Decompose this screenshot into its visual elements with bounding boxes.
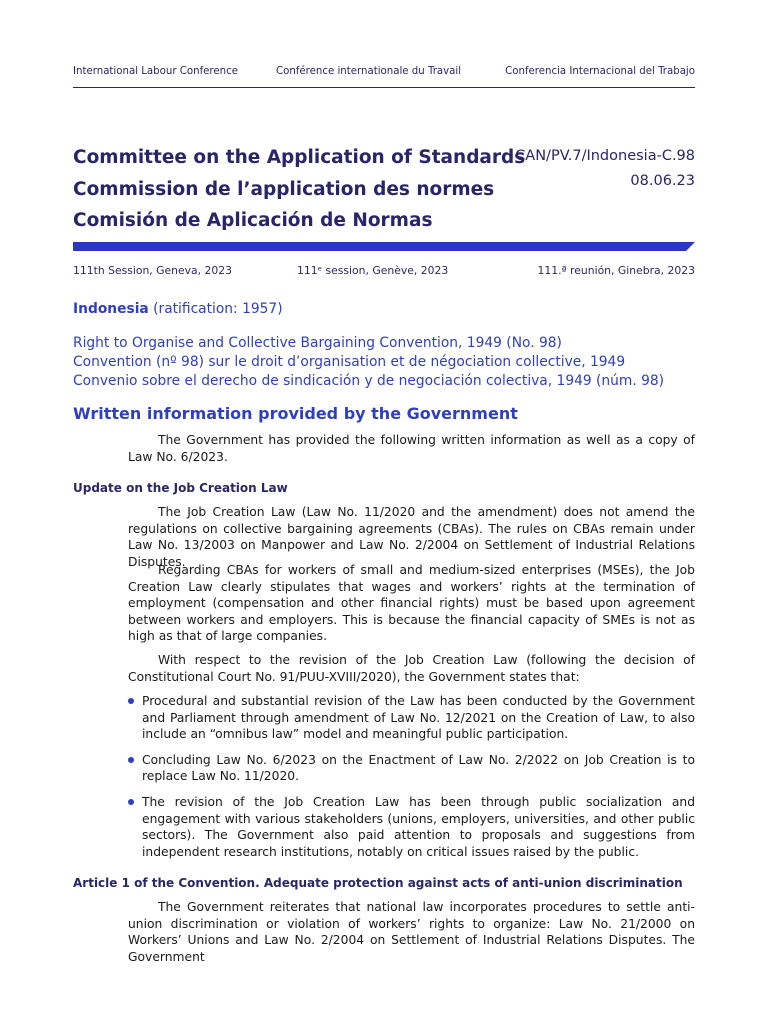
conference-name-en: International Labour Conference <box>73 66 238 77</box>
bullet-item <box>128 752 695 785</box>
committee-title-en: Committee on the Application of Standards <box>73 147 526 168</box>
update-paragraph-1: The Job Creation Law (Law No. 11/2020 and the amendment) does not amend the regulations on collective bargaining agreements (CBAs). The rules on CBAs remain under Law No. 13/2003 on Manpower and Law No. 2/2004 on Settlement of Industrial Relations Disputes. <box>128 505 695 569</box>
document-reference <box>515 144 695 194</box>
bullet-item <box>128 693 695 743</box>
bullet-icon <box>128 698 134 704</box>
bullet-text: The revision of the Job Creation Law has been through public socialization and engagement with various stakeholders (unions, employers, universities, and other public sectors). The Government also paid attention to proposals and suggestions from independent research institutions, notably on critical issues raised by the public. <box>142 794 695 859</box>
conference-name-fr: Conférence internationale du Travail <box>276 66 462 77</box>
convention-title-fr: Convention (nº 98) sur le droit d’organisation et de négociation collective, 1949 <box>73 354 626 370</box>
bullet-text: Concluding Law No. 6/2023 on the Enactment of Law No. 2/2022 on Job Creation is to replace Law No. 11/2020. <box>142 752 695 784</box>
bullet-item <box>128 794 695 860</box>
document-date: 08.06.23 <box>630 173 695 189</box>
bullet-icon <box>128 757 134 763</box>
session-en: 111th Session, Geneva, 2023 <box>73 264 233 277</box>
conference-name-es: Conferencia Internacional del Trabajo <box>505 66 695 77</box>
conference-header <box>73 66 695 82</box>
ratification-year: (ratification: 1957) <box>153 301 283 317</box>
convention-title-en: Right to Organise and Collective Bargaining Convention, 1949 (No. 98) <box>73 335 562 351</box>
bullet-icon <box>128 799 134 805</box>
session-line <box>73 264 695 280</box>
article1-paragraph: The Government reiterates that national law incorporates procedures to settle anti-union discrimination or violation of workers’ rights to organize: Law No. 21/2000 on Workers’ Unions and Law No. 2/2004 on Settlement of Industrial Relations Disputes. The Government <box>128 900 695 964</box>
committee-title-fr: Commission de l’application des normes <box>73 178 495 200</box>
revision-bullet-list <box>128 693 695 869</box>
country-name: Indonesia <box>73 301 149 317</box>
committee-title <box>73 142 525 237</box>
update-paragraph-3: With respect to the revision of the Job Creation Law (following the decision of Constitutional Court No. 91/PUU-XVIII/2020), the Government states that: <box>128 653 695 684</box>
document-code: CAN/PV.7/Indonesia-C.98 <box>515 148 695 164</box>
committee-title-es: Comisión de Aplicación de Normas <box>73 210 433 231</box>
intro-paragraph: The Government has provided the following written information as well as a copy of Law No. 6/2023. <box>128 433 695 464</box>
session-es: 111.ª reunión, Ginebra, 2023 <box>537 264 695 277</box>
country-line <box>73 301 283 317</box>
decorative-band <box>73 242 695 251</box>
update-heading: Update on the Job Creation Law <box>73 481 288 495</box>
session-fr: 111ᵉ session, Genève, 2023 <box>297 264 449 277</box>
section-title: Written information provided by the Government <box>73 404 518 423</box>
convention-title-es: Convenio sobre el derecho de sindicación y de negociación colectiva, 1949 (núm. 98) <box>73 373 665 389</box>
header-divider <box>73 87 695 88</box>
convention-titles <box>73 334 664 391</box>
article1-heading: Article 1 of the Convention. Adequate protection against acts of anti-union discrimination <box>73 876 683 890</box>
bullet-text: Procedural and substantial revision of the Law has been conducted by the Government and Parliament through amendment of Law No. 12/2021 on the Creation of Law, to also include an “omnibus law” model and meaningful public participation. <box>142 694 695 742</box>
update-paragraph-2: Regarding CBAs for workers of small and medium-sized enterprises (MSEs), the Job Creation Law clearly stipulates that wages and workers’ rights at the termination of employment (compensation and other financial rights) must be based upon agreement between workers and employers. This is because the financial capacity of SMEs is not as high as that of large companies. <box>128 563 695 644</box>
